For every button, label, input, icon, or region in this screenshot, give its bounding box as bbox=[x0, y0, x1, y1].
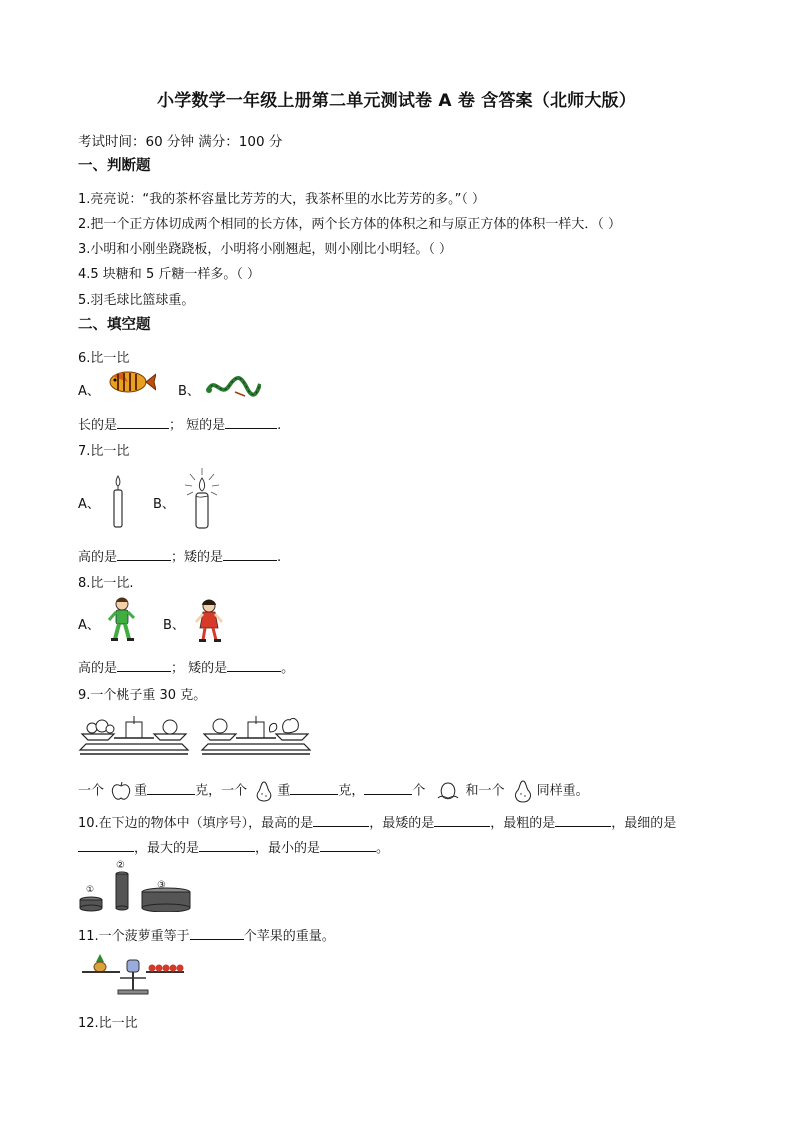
text-fragment: 重 bbox=[277, 783, 291, 799]
pineapple-apples-scale-image bbox=[80, 950, 186, 996]
text-fragment: 个 bbox=[412, 783, 426, 799]
shorter-label: ； 短的是 bbox=[169, 418, 226, 433]
cylinders-image bbox=[78, 860, 198, 912]
answer-blank[interactable] bbox=[117, 416, 169, 429]
longer-label: 长的是 bbox=[78, 418, 118, 433]
answer-blank[interactable] bbox=[223, 548, 277, 561]
text-fragment: ，最矮的是 bbox=[369, 816, 435, 831]
question-10-line-2 bbox=[78, 837, 389, 856]
text-fragment: 一个 bbox=[78, 783, 105, 799]
answer-blank[interactable] bbox=[225, 416, 277, 429]
fish-image bbox=[106, 368, 156, 396]
text-fragment: 和一个 bbox=[465, 783, 505, 799]
object-number-3: ③ bbox=[157, 880, 166, 891]
punctuation: . bbox=[277, 418, 282, 433]
option-a-label: A、 bbox=[78, 618, 100, 633]
shorter-label: ；矮的是 bbox=[171, 550, 224, 565]
text-fragment: ，最小的是 bbox=[255, 841, 321, 856]
option-a-label: A、 bbox=[78, 497, 100, 512]
answer-blank[interactable] bbox=[227, 659, 281, 672]
page-title: 小学数学一年级上册第二单元测试卷 A 卷 含答案（北师大版） bbox=[157, 91, 636, 111]
answer-blank[interactable] bbox=[313, 814, 369, 827]
answer-blank[interactable] bbox=[117, 659, 171, 672]
pear-icon bbox=[253, 780, 275, 802]
text-fragment: 克，一个 bbox=[195, 783, 248, 799]
question-7-answer-line bbox=[78, 546, 281, 565]
question-11-line bbox=[78, 925, 335, 944]
pear-icon bbox=[511, 779, 535, 803]
question-8-answer-line bbox=[78, 657, 294, 676]
punctuation: . bbox=[277, 550, 282, 565]
exam-info: 考试时间：60 分钟 满分：100 分 bbox=[78, 134, 283, 150]
option-b-label: B、 bbox=[153, 497, 175, 512]
question-6-answer-line bbox=[78, 414, 281, 433]
section-judgement-heading: 一、判断题 bbox=[78, 158, 151, 174]
option-b-label: B、 bbox=[163, 618, 185, 633]
text-fragment: 10.在下边的物体中（填序号），最高的是 bbox=[78, 816, 314, 831]
text-fragment: ，最细的是 bbox=[611, 816, 677, 831]
text-fragment: 克， bbox=[338, 783, 365, 799]
text-fragment: ，最粗的是 bbox=[490, 816, 556, 831]
shorter-label: ； 矮的是 bbox=[171, 661, 228, 676]
taller-label: 高的是 bbox=[78, 661, 118, 676]
answer-blank[interactable] bbox=[199, 839, 255, 852]
option-b-label: B、 bbox=[178, 384, 200, 399]
answer-blank[interactable] bbox=[147, 782, 195, 795]
text-fragment: 11.一个菠萝重等于 bbox=[78, 929, 190, 944]
section-fill-heading: 二、填空题 bbox=[78, 317, 151, 333]
balance-scale-image-2 bbox=[200, 710, 312, 756]
balance-scale-image-1 bbox=[78, 712, 190, 756]
answer-blank[interactable] bbox=[117, 548, 171, 561]
object-number-1: ① bbox=[86, 885, 95, 895]
answer-blank[interactable] bbox=[364, 782, 412, 795]
question-4: 4.5 块糖和 5 斤糖一样多。（ ） bbox=[78, 267, 260, 282]
question-10-line-1 bbox=[78, 812, 676, 831]
question-12-heading: 12.比一比 bbox=[78, 1016, 138, 1031]
taller-label: 高的是 bbox=[78, 550, 118, 565]
object-number-2: ② bbox=[116, 860, 125, 871]
option-a-label: A、 bbox=[78, 384, 100, 399]
answer-blank[interactable] bbox=[320, 839, 376, 852]
question-5: 5.羽毛球比篮球重。 bbox=[78, 293, 195, 308]
answer-blank[interactable] bbox=[290, 782, 338, 795]
punctuation: 。 bbox=[281, 661, 295, 676]
question-9-heading: 9.一个桃子重 30 克。 bbox=[78, 688, 207, 703]
answer-blank[interactable] bbox=[78, 839, 134, 852]
text-fragment: ，最大的是 bbox=[134, 841, 200, 856]
question-1: 1.亮亮说：“我的茶杯容量比芳芳的大，我茶杯里的水比芳芳的多。”（ ） bbox=[78, 192, 486, 207]
text-fragment: 同样重。 bbox=[536, 783, 589, 799]
apple-icon bbox=[110, 781, 132, 801]
question-7-heading: 7.比一比 bbox=[78, 444, 130, 459]
answer-blank[interactable] bbox=[555, 814, 611, 827]
text-fragment: 。 bbox=[376, 841, 390, 856]
answer-blank[interactable] bbox=[190, 927, 244, 940]
snake-image bbox=[205, 372, 261, 398]
question-6-heading: 6.比一比 bbox=[78, 351, 130, 366]
boy-green-image bbox=[107, 596, 137, 644]
girl-red-image bbox=[193, 598, 225, 644]
question-8-heading: 8.比一比. bbox=[78, 576, 134, 591]
text-fragment: 个苹果的重量。 bbox=[243, 929, 335, 944]
tall-candle-image bbox=[181, 466, 223, 530]
text-fragment: 重 bbox=[134, 783, 148, 799]
question-2: 2.把一个正方体切成两个相同的长方体，两个长方体的体积之和与原正方体的体积一样大．（ ） bbox=[78, 217, 622, 232]
question-9-answer-line bbox=[78, 779, 589, 803]
answer-blank[interactable] bbox=[434, 814, 490, 827]
question-3: 3.小明和小刚坐跷跷板，小明将小刚翘起，则小刚比小明轻。（ ） bbox=[78, 242, 453, 257]
peach-icon bbox=[434, 780, 462, 802]
short-candle-image bbox=[108, 474, 128, 530]
